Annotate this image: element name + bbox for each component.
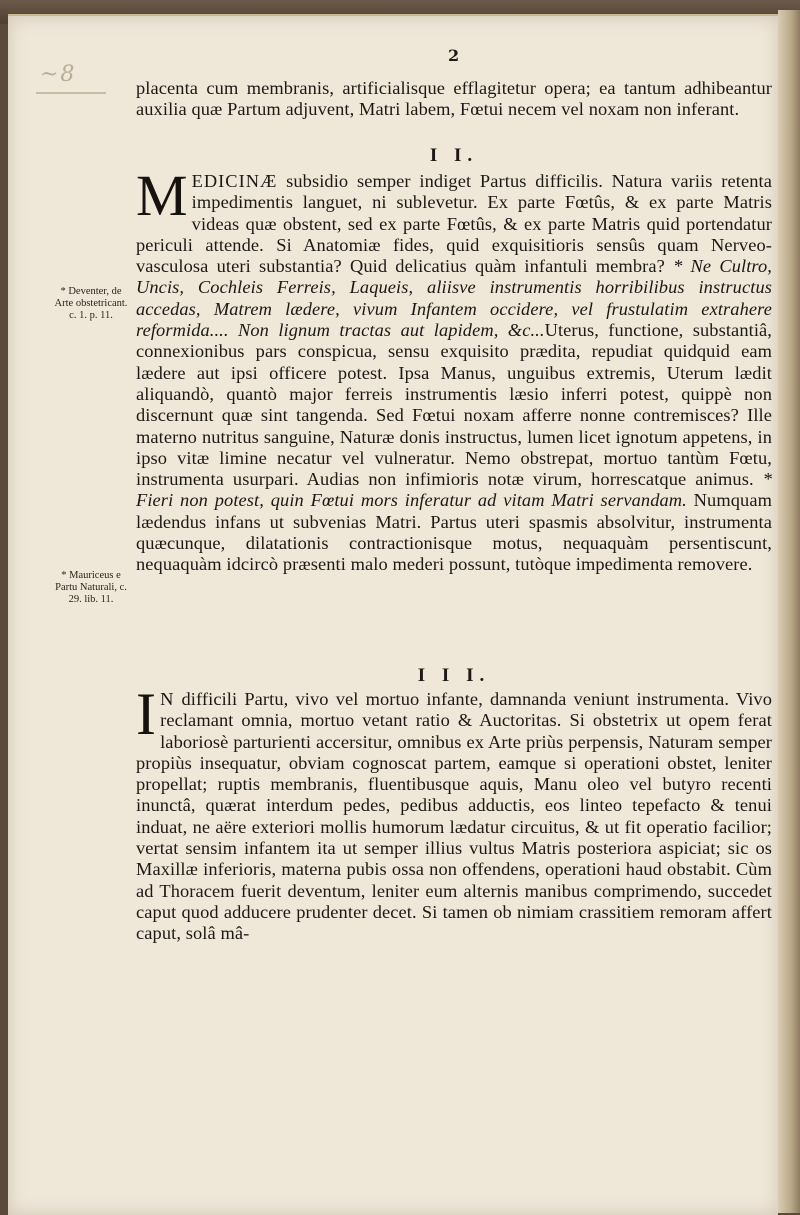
section-3-paragraph — [136, 681, 772, 945]
margin-note-mauriceus: * Mauriceus e Partu Naturali, c. 29. lib. 11. — [55, 570, 127, 605]
section-2-paragraph — [136, 163, 772, 576]
text-segment: difficili Partu, vivo vel mortuo infante, damnanda veniunt instrumenta. Vivo reclamant omnia, mortuo vetant ratio & Auctoritas. Si obstetrix ut opem ferat laboriosè parturienti accersitur, omnibus ex Arte priùs perpensis, Naturam semper propiùs insequatur, obviam cognoscat partem, eamque si operationi obstet, leniter propellat; ruptis membranis, fluentibusque aquis, Manu oleo vel butyro recenti inunctâ, quærat interdum pedes, pedibus adductis, eos linteo tepefacto & tenui induat, ne aëre exteriori mollis humorum lædatur circuitus, & ut fit operatio facilior; vertat sensim infantem ita ut semper illius vultus Matris posteriora aspiciat; sic os Maxillæ inferioris, materna pubis ossa non offendens, operationi haud obstabit. Cùm ad Thoracem fuerit deventum, leniter eum alternis manibus comprimendo, succedet caput quod adducere prudenter decet. Si tamen ob nimiam crassitiem remoram affert caput, solâ mâ- — [136, 689, 772, 944]
italic-quote: * Fieri non potest, quin Fœtui mors inferatur ad vitam Matri servandam. — [136, 469, 772, 511]
italic-quote: * Ne Cultro, Uncis, Cochleis Ferreis, Laqueis, aliisve instrumentis horribilibus instructus accedas, Matrem lædere, vivum Infantem occidere, vel frustulatim extrahere reformida.... Non lignum tractas aut lapidem, &c... — [136, 256, 772, 341]
caps-word: EDICINÆ — [191, 171, 278, 191]
text-segment: Uterus, functione, substantiâ, connexionibus pars conspicua, sensu exquisito prædita, repudiat quidquid eam lædere aut ipsi officere potest. Ipsa Manus, unguibus extremis, Uterum lædit aliquandò, quantò major ferreis instrumentis læsio inferri potest, quippè non discernunt quæ sint tangenda. Sed Fœtui noxam afferre nonne contremisces? Ille materno nutritus sanguine, Naturæ donis instructus, lumen licet ignotum appetens, in ipso vitæ limine necatur vel vulneratur. Nemo obstrepat, mortuo tantùm Fœtu, instrumenta usurpari. Audias non infimioris notæ virum, horrescatque animus. — [136, 320, 772, 490]
section-heading-3: I I I. — [417, 665, 491, 686]
drop-cap-i: I — [136, 681, 157, 747]
text-segment: subsidio semper indiget Partus difficilis. Natura variis retenta impedimentis languet, ni sublevetur. Ex parte Fœtûs, & ex parte Matris videas quæ obstent, sed ex parte Fœtûs, & ex parte Matris quid portendatur periculi attende. Si Anatomiæ fides, quid exquisitioris sensûs quam Nerveo-vasculosa uteri substantia? Quid delicatius quàm infantuli membra? — [136, 171, 772, 277]
ghost-rule — [36, 92, 106, 94]
section-heading-2: I I. — [429, 145, 479, 166]
intro-paragraph: placenta cum membranis, artificialisque efflagitetur opera; ea tantum adhibeantur auxilia quæ Partum adjuvent, Matri labem, Fœtui necem vel noxam non inferant. — [136, 78, 772, 120]
caps-word: N — [160, 689, 175, 709]
page-number: 2 — [448, 46, 460, 65]
text-segment: Numquam lædendus infans ut subvenias Matri. Partus uteri spasmis absolvitur, instrumenta quæcunque, dilatationis contractionisque motus, nequaquàm persentiscunt, nequaquàm idcircò præsenti malo mederi possunt, tutòque impedimenta removere. — [136, 490, 772, 575]
page-edge-shadow — [778, 10, 800, 1213]
margin-note-deventer: * Deventer, de Arte obstetricant. c. 1. p. 11. — [54, 286, 128, 321]
drop-cap-m: M — [136, 163, 188, 228]
ghost-mark: ~8 — [40, 62, 77, 87]
